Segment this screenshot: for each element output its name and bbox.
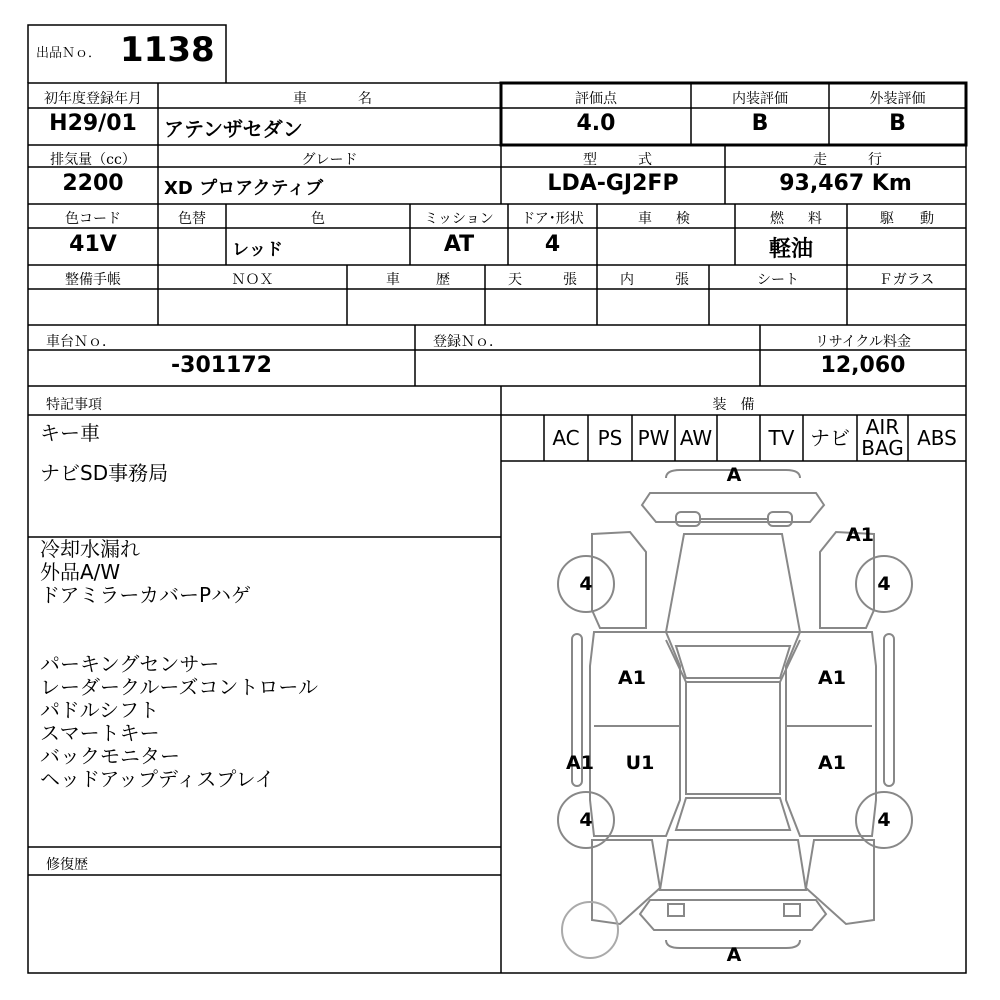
roof-label-b: 張 [563,272,577,288]
interior-value: B [751,111,769,136]
displacement-label: 排気量（cc） [50,152,136,168]
drive-label-a: 駆 [880,211,894,227]
repair-history-label: 修復歴 [46,857,88,873]
notes-line-3: ドアミラーカバーPハゲ [40,583,252,607]
equipment-abs: ABS [917,426,957,450]
chassis-label: 車台Ｎｏ． [46,334,116,350]
interior-label: 内装評価 [732,91,788,107]
mark-left-rear-door: A1 [566,752,594,774]
notes-line-9: スマートキー [40,721,160,745]
inspection-label-a: 車 [638,211,652,227]
mark-left-front-door: A1 [618,667,646,689]
drive-label-b: 動 [920,211,934,227]
exterior-label: 外装評価 [869,91,926,107]
mileage-label-a: 走 [813,152,827,168]
spare-tire-circle [562,902,618,958]
lot-label: 出品Ｎｏ． [36,46,102,61]
notes-line-2: 外品A/W [40,560,121,584]
mission-label: ミッション [424,211,494,227]
notes-line-7: レーダークルーズコントロール [40,675,318,699]
equipment-navi: ナビ [810,426,850,450]
fuel-label-b: 料 [808,211,822,227]
car-name-value: アテンザセダン [164,117,303,141]
notes-line-11: ヘッドアップディスプレイ [40,767,275,791]
fuel-label-a: 燃 [770,211,784,227]
score-value: 4.0 [576,111,616,136]
glass-label: Ｆガラス [878,272,935,288]
car-name-label-a: 車 [293,91,307,107]
recycle-value: 12,060 [820,353,906,378]
doors-label: ドア･形状 [521,211,584,227]
mission-value: AT [443,232,475,257]
maintenance-label: 整備手帳 [65,272,121,288]
equipment-ps: PS [597,426,623,450]
equipment-label: 装 備 [712,397,755,413]
mark-rear-center: U1 [625,752,655,774]
doors-value: 4 [544,232,561,257]
mileage-value: 93,467 Km [779,171,912,196]
notes-line-1: 冷却水漏れ [40,537,140,561]
grade-label: グレード [301,152,358,168]
mark-right-front-door: A1 [818,667,846,689]
notes-label: 特記事項 [46,397,102,413]
first-reg-value: H29/01 [49,111,137,136]
roof-label-a: 天 [508,272,522,288]
color-code-label: 色コード [65,211,121,227]
lot-number: 1138 [120,30,215,70]
seat-label: シート [757,272,799,288]
equipment-tv: TV [768,426,795,450]
fuel-value: 軽油 [768,237,813,262]
mark-tire-lf: 4 [579,573,593,595]
score-label: 評価点 [575,91,617,107]
notes-line-6: パーキングセンサー [40,652,220,676]
model-label-a: 型 [583,152,597,168]
interior-trim-label-a: 内 [620,272,634,288]
recycle-label: リサイクル料金 [814,334,912,350]
mark-tire-lr: 4 [579,809,593,831]
mark-right-front-pillar: A1 [846,524,874,546]
mark-front-bumper: A [726,464,742,486]
notes-top-line-1: キー車 [40,421,100,445]
mark-tire-rr: 4 [877,809,891,831]
mark-rear-bumper: A [726,944,742,966]
history-label-a: 車 [386,272,400,288]
registration-label: 登録Ｎｏ． [433,334,503,350]
exterior-value: B [889,111,906,136]
mark-tire-rf: 4 [877,573,891,595]
notes-line-10: バックモニター [40,744,180,768]
equipment-pw: PW [637,426,670,450]
model-label-b: 式 [638,152,652,168]
car-name-label-b: 名 [358,91,372,107]
history-label-b: 歴 [436,272,450,288]
notes-top-line-2: ナビSD事務局 [40,461,169,485]
displacement-value: 2200 [62,171,124,196]
first-reg-label: 初年度登録年月 [44,91,142,107]
notes-line-8: パドルシフト [40,698,160,722]
nox-label: ＮＯＸ [231,272,274,288]
color-change-label: 色替 [178,211,206,227]
equipment-aw: AW [679,426,713,450]
interior-trim-label-b: 張 [675,272,689,288]
model-value: LDA-GJ2FP [547,171,679,196]
chassis-value: -301172 [171,353,272,378]
equipment-ac: AC [552,426,580,450]
color-value: レッド [232,240,283,260]
mileage-label-b: 行 [868,152,882,168]
color-label: 色 [311,211,325,227]
equipment-airbag: AIR BAG [861,415,904,460]
color-code-value: 41V [69,232,117,257]
mark-right-rear-door: A1 [818,752,846,774]
grade-value: XD プロアクティブ [164,178,324,199]
inspection-label-b: 検 [676,211,690,227]
